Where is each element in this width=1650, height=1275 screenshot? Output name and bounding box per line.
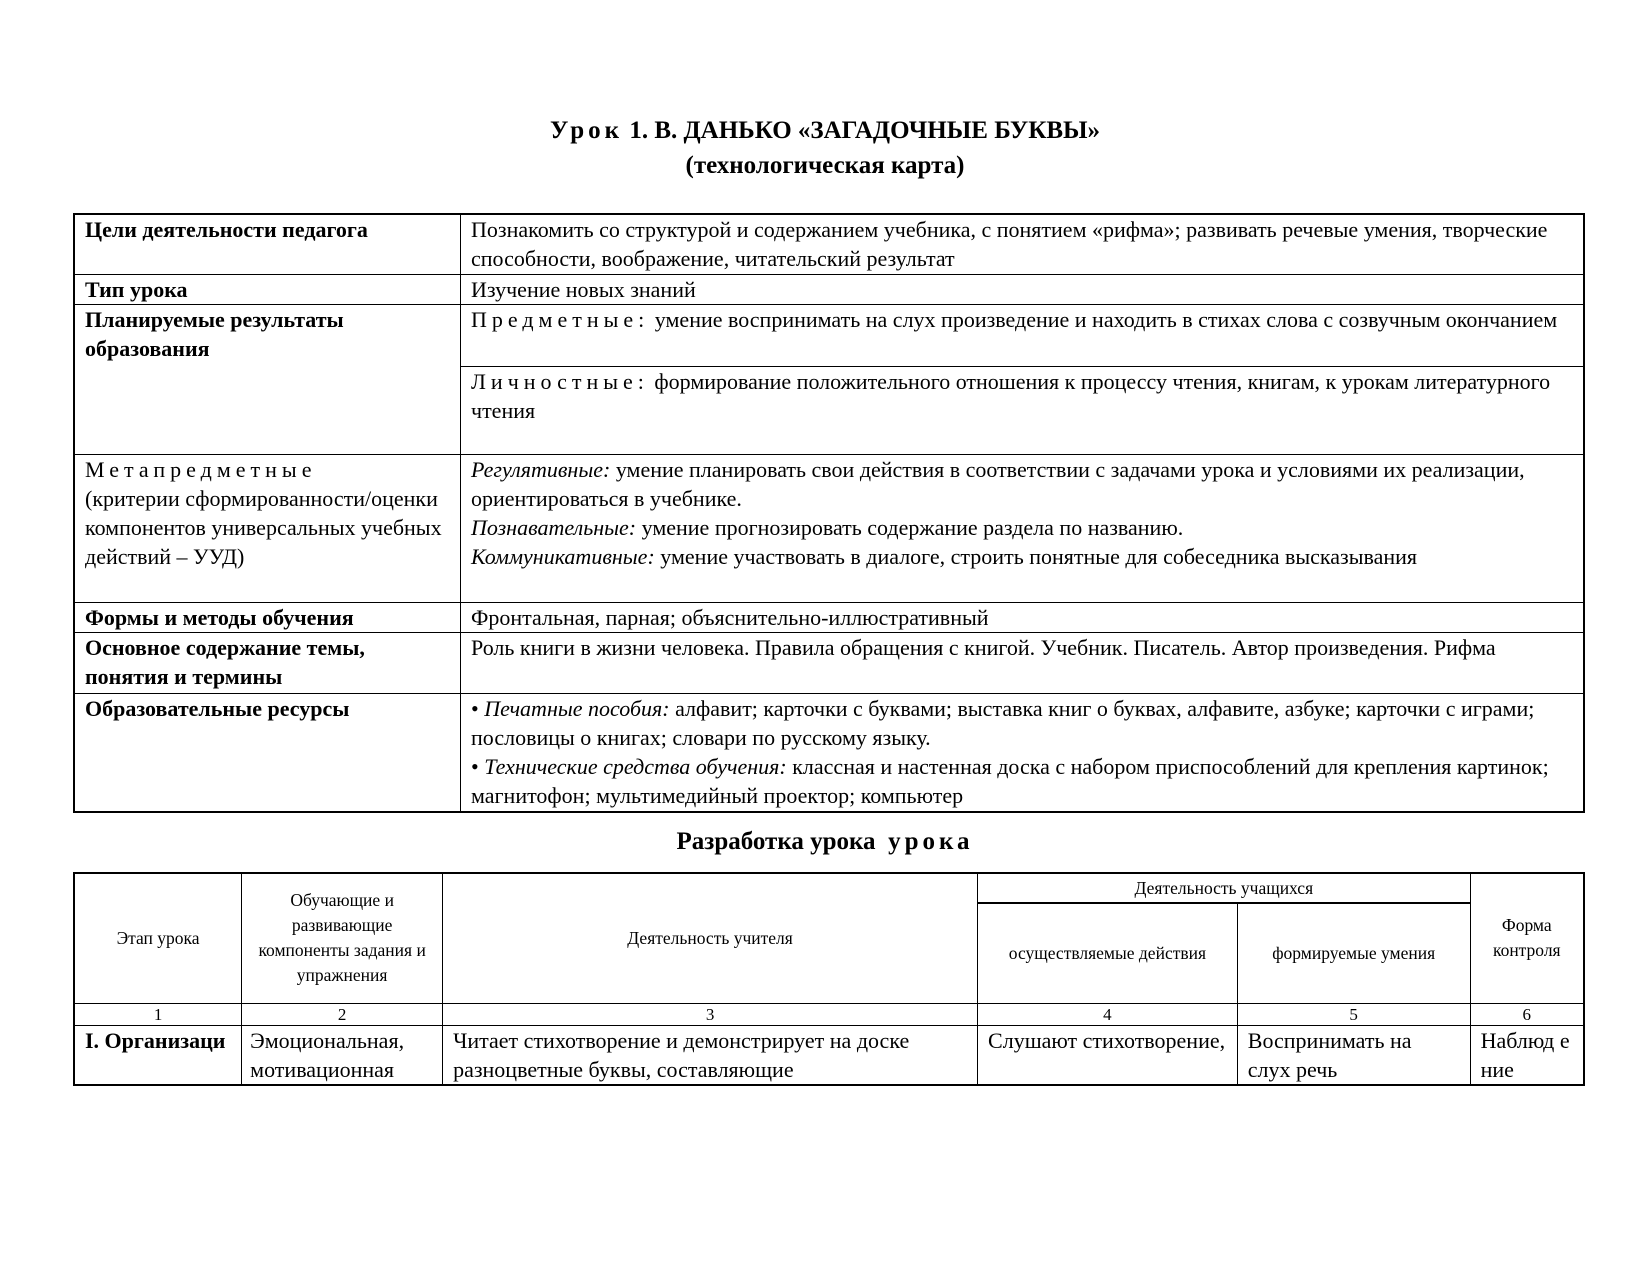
document-subtitle: (технологическая карта) (685, 152, 965, 179)
meta-label-cell (74, 454, 461, 602)
title-prefix: Урок (549, 117, 624, 144)
table-row (74, 214, 1584, 274)
subject-label: Предметные: (471, 306, 650, 332)
section-title-text: Разработка урока (676, 828, 876, 855)
subject-value: умение воспринимать на слух произведение и находить в стихах слова с созвучным окончанием (649, 306, 1558, 332)
table-row (74, 632, 1584, 693)
personal-value: формирование положительного отношения к процессу чтения, книгам, к урокам литературного чтения (471, 368, 1551, 423)
technology-card-table (73, 213, 1585, 813)
title-rest: 1. В. ДАНЬКО «ЗАГАДОЧНЫЕ БУКВЫ» (623, 117, 1101, 144)
section-title (0, 828, 1650, 856)
document-title (0, 117, 1650, 145)
col-number: 1 (74, 1003, 242, 1025)
cognitive (471, 513, 1573, 542)
col-number: 5 (1237, 1003, 1470, 1025)
reg-label: Регулятивные: (471, 456, 611, 482)
forms-value: Фронтальная, парная; объяснительно-иллюстративный (461, 602, 1585, 632)
table-row (74, 274, 1584, 304)
header-control: Форма контроля (1470, 873, 1584, 1003)
col-number: 2 (242, 1003, 443, 1025)
table-row (74, 304, 1584, 366)
teacher-cell: Читает стихотворение и демонстрирует на доске разноцветные буквы, составляющие (443, 1025, 978, 1085)
subject-results (461, 304, 1585, 366)
cog-value: умение прогнозировать содержание раздела по названию. (636, 514, 1184, 540)
print-resources (471, 694, 1573, 752)
print-label: Печатные пособия: (484, 695, 670, 721)
print-value: алфавит; карточки с буквами; выставка книг о буквах, алфавите, азбуке; карточки с играми; пословицы о книгах; словари по русскому языку. (471, 695, 1535, 750)
stage-cell: I. Организаци (74, 1025, 242, 1085)
tech-value: классная и настенная доска с набором приспособлений для крепления картинок; магнитофон; мультимедийный проектор; компьютер (471, 753, 1549, 808)
resources-label: Образовательные ресурсы (74, 693, 461, 812)
com-label: Коммуникативные: (471, 543, 655, 569)
meta-label: Метапредметные (85, 456, 317, 482)
results-label: Планируемые результаты образования (74, 304, 461, 454)
table-row (74, 1025, 1584, 1085)
meta-sub: (критерии сформированности/оценки компонентов универсальных учебных действий – УУД) (85, 485, 442, 569)
tech-resources (471, 752, 1573, 810)
header-students: Деятельность учащихся (978, 873, 1471, 903)
forms-label: Формы и методы обучения (74, 602, 461, 632)
header-tasks: Обучающие и развивающие компоненты задания и упражнения (242, 873, 443, 1003)
cog-label: Познавательные: (471, 514, 637, 540)
tasks-cell: Эмоциональная, мотивационная (242, 1025, 443, 1085)
tech-label: Технические средства обучения: (484, 753, 787, 779)
com-value: умение участвовать в диалоге, строить понятные для собеседника высказывания (654, 543, 1418, 569)
header-stage: Этап урока (74, 873, 242, 1003)
control-cell: Наблюд ение (1470, 1025, 1584, 1085)
type-label: Тип урока (74, 274, 461, 304)
content-label: Основное содержание темы, понятия и термины (74, 632, 461, 693)
personal-label: Личностные: (471, 368, 649, 394)
meta-results (461, 454, 1585, 602)
table-row (74, 454, 1584, 602)
col-number: 6 (1470, 1003, 1584, 1025)
resources-value (461, 693, 1585, 812)
type-value: Изучение новых знаний (461, 274, 1585, 304)
header-teacher: Деятельность учителя (443, 873, 978, 1003)
lesson-plan-table (73, 872, 1585, 1086)
bullet: • (471, 695, 485, 721)
bullet: • (471, 753, 485, 779)
header-actions: осуществляемые действия (978, 903, 1238, 1003)
goals-value: Познакомить со структурой и содержанием учебника, с понятием «рифма»; развивать речевые умения, творческие способности, воображение, читательский результат (461, 214, 1585, 274)
skills-cell: Воспринимать на слух речь (1237, 1025, 1470, 1085)
regulatory (471, 455, 1573, 513)
table-row (74, 693, 1584, 812)
section-title-spaced: урока (888, 828, 974, 855)
col-number: 4 (978, 1003, 1238, 1025)
goals-label: Цели деятельности педагога (74, 214, 461, 274)
header-row (74, 873, 1584, 903)
communicative (471, 542, 1573, 571)
personal-results (461, 366, 1585, 454)
col-number: 3 (443, 1003, 978, 1025)
header-skills: формируемые умения (1237, 903, 1470, 1003)
reg-value: умение планировать свои действия в соответствии с задачами урока и условиями их реализации, ориентироваться в учебнике. (471, 456, 1525, 511)
table-row (74, 602, 1584, 632)
actions-cell: Слушают стихотворение, (978, 1025, 1238, 1085)
numbers-row (74, 1003, 1584, 1025)
content-value: Роль книги в жизни человека. Правила обращения с книгой. Учебник. Писатель. Автор произведения. Рифма (461, 632, 1585, 693)
